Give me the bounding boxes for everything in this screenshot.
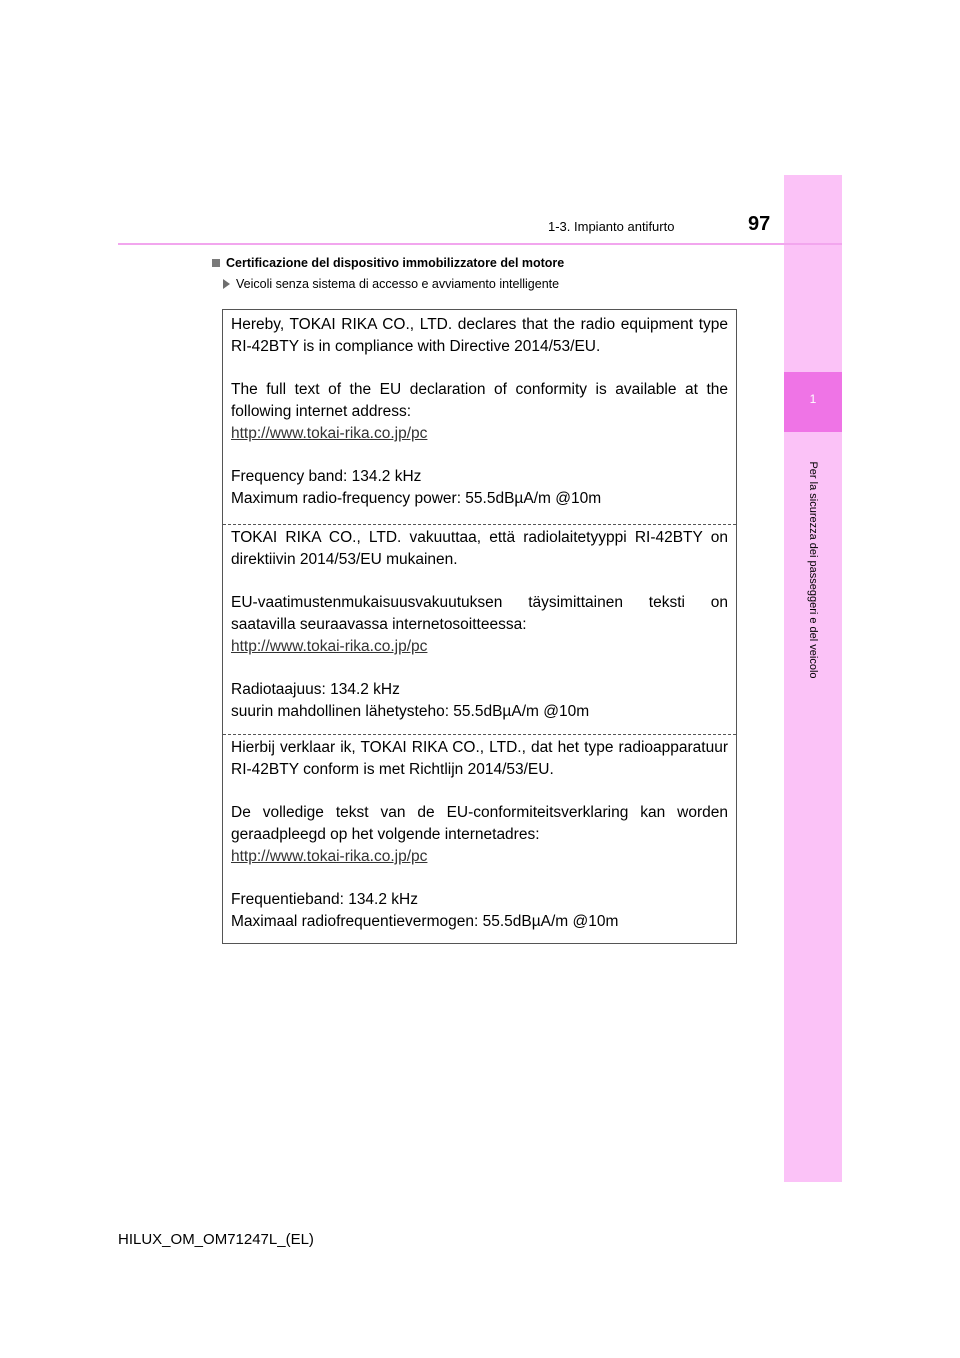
frequency-band: Frequency band: 134.2 kHz — [231, 468, 422, 485]
square-bullet-icon — [212, 259, 220, 267]
document-code: HILUX_OM_OM71247L_(EL) — [118, 1231, 314, 1248]
declaration-statement: Hereby, TOKAI RIKA CO., LTD. declares that the radio equipment type RI-42BTY is in compliance with Directive 2014/53/EU. — [231, 316, 728, 355]
max-power: suurin mahdollinen lähetysteho: 55.5dBµA/m @10m — [231, 703, 590, 720]
section-label: 1-3. Impianto antifurto — [548, 219, 675, 234]
frequency-band: Radiotaajuus: 134.2 kHz — [231, 681, 400, 698]
chapter-title: Per la sicurezza dei passeggeri e del veicolo — [807, 461, 819, 679]
declaration-availability: De volledige tekst van de EU-conformiteitsverklaring kan worden geraadpleegd op het volgende internetadres: — [231, 804, 728, 843]
declaration-english — [223, 314, 736, 510]
declaration-dutch — [223, 734, 736, 933]
max-power: Maximaal radiofrequentievermogen: 55.5dBµA/m @10m — [231, 913, 619, 930]
declaration-statement: Hierbij verklaar ik, TOKAI RIKA CO., LTD., dat het type radioapparatuur RI-42BTY conform is met Richtlijn 2014/53/EU. — [231, 739, 728, 778]
declaration-availability: The full text of the EU declaration of conformity is available at the following internet address: — [231, 381, 728, 420]
declaration-finnish — [223, 524, 736, 723]
max-power: Maximum radio-frequency power: 55.5dBµA/m @10m — [231, 490, 602, 507]
subheading-text: Veicoli senza sistema di accesso e avviamento intelligente — [236, 277, 560, 291]
sub-heading — [223, 277, 559, 291]
heading-text: Certificazione del dispositivo immobilizzatore del motore — [226, 256, 565, 270]
declaration-link[interactable]: http://www.tokai-rika.co.jp/pc — [231, 425, 428, 442]
header-rule — [118, 243, 842, 245]
section-heading — [212, 256, 564, 270]
declaration-link[interactable]: http://www.tokai-rika.co.jp/pc — [231, 638, 428, 655]
declaration-availability: EU-vaatimustenmukaisuusvakuutuksen täysimittainen teksti on saatavilla seuraavassa internetosoitteessa: — [231, 594, 728, 633]
declaration-statement: TOKAI RIKA CO., LTD. vakuuttaa, että radiolaitetyyppi RI-42BTY on direktiivin 2014/53/EU mukainen. — [231, 529, 728, 568]
declaration-link[interactable]: http://www.tokai-rika.co.jp/pc — [231, 848, 428, 865]
declaration-box — [222, 309, 737, 944]
triangle-bullet-icon — [223, 279, 230, 289]
page-number: 97 — [748, 213, 771, 235]
frequency-band: Frequentieband: 134.2 kHz — [231, 891, 418, 908]
chapter-number: 1 — [809, 392, 817, 406]
